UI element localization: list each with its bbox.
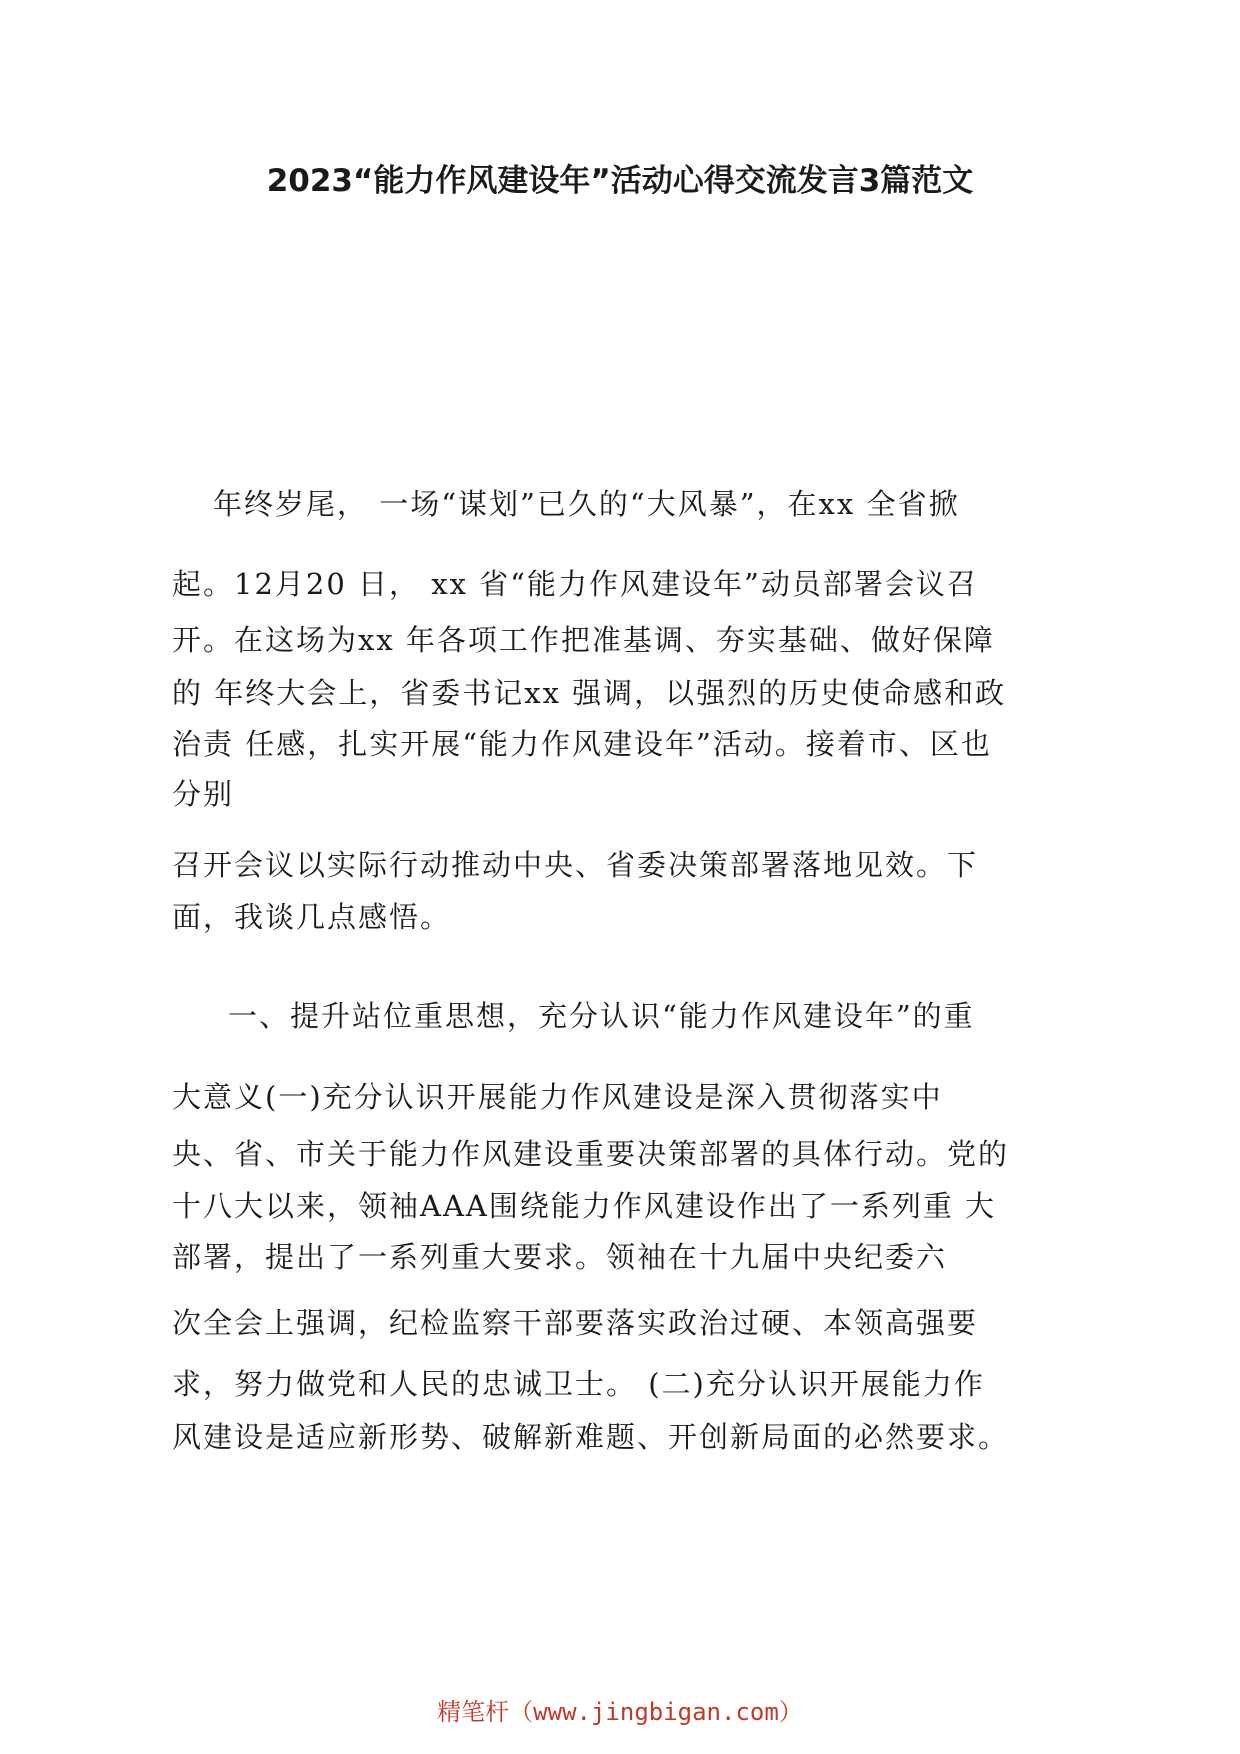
section-heading-line: 一、提升站位重思想，充分认识“能力作风建设年”的重 bbox=[228, 999, 975, 1033]
paragraph-line: 年终岁尾， 一场“谋划”已久的“大风暴”，在xx 全省掀 bbox=[213, 487, 960, 521]
paragraph-line: 次全会上强调，纪检监察干部要落实政治过硬、本领高强要 bbox=[172, 1306, 979, 1340]
paragraph-line: 央、省、市关于能力作风建设重要决策部署的具体行动。党的 bbox=[172, 1137, 1010, 1171]
footer-watermark-link[interactable]: 精笔杆（www.jingbigan.com） bbox=[437, 1698, 803, 1726]
paragraph-line: 部署，提出了一系列重大要求。领袖在十九届中央纪委六 bbox=[172, 1240, 948, 1274]
paragraph-line: 分别 bbox=[172, 777, 235, 811]
paragraph-line: 开。在这场为xx 年各项工作把准基调、夯实基础、做好保障 bbox=[172, 623, 995, 657]
paragraph-line: 求，努力做党和人民的忠诚卫士。 (二)充分认识开展能力作 bbox=[172, 1367, 985, 1401]
paragraph-line: 的 年终大会上，省委书记xx 强调，以强烈的历史使命感和政 bbox=[172, 676, 1007, 710]
paragraph-line: 十八大以来，领袖AAA围绕能力作风建设作出了一系列重 大 bbox=[172, 1189, 997, 1223]
paragraph-line: 起。12月20 日， xx 省“能力作风建设年”动员部署会议召 bbox=[172, 567, 978, 601]
paragraph-line: 风建设是适应新形势、破解新难题、开创新局面的必然要求。 bbox=[172, 1420, 1010, 1454]
paragraph-line: 面，我谈几点感悟。 bbox=[172, 900, 452, 934]
document-title: 2023“能力作风建设年”活动心得交流发言3篇范文 bbox=[266, 163, 974, 199]
paragraph-line: 大意义(一)充分认识开展能力作风建设是深入贯彻落实中 bbox=[172, 1080, 943, 1114]
paragraph-line: 治责 任感，扎实开展“能力作风建设年”活动。接着市、区也 bbox=[172, 727, 992, 761]
paragraph-line: 召开会议以实际行动推动中央、省委决策部署落地见效。下 bbox=[172, 848, 979, 882]
